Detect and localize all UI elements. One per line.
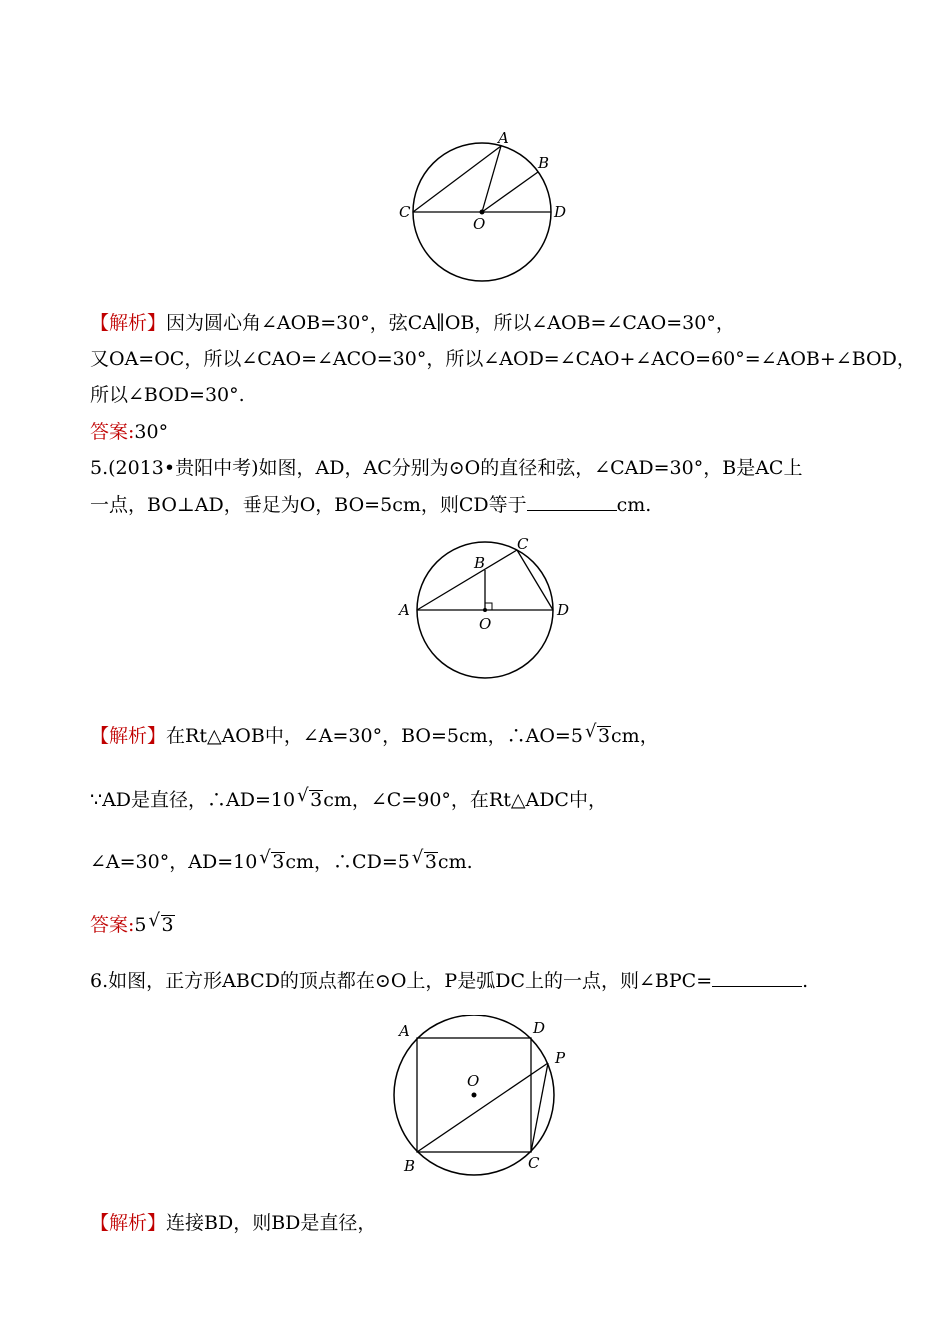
answer-blank[interactable]	[527, 492, 617, 511]
label-c: C	[517, 535, 529, 553]
solution-4-line-2: 又OA=OC，所以∠CAO=∠ACO=30°，所以∠AOD=∠CAO+∠ACO=60°=∠AOB+∠BOD，	[90, 348, 916, 370]
answer-5: 答案:5√ 3	[90, 913, 175, 937]
solution-4-line-1: 【解析】因为圆心角∠AOB=30°，弦CA∥OB，所以∠AOB=∠CAO=30°，	[90, 312, 735, 334]
label-b: B	[404, 1157, 416, 1175]
label-b: B	[538, 154, 550, 172]
solution-4-line-3: 所以∠BOD=30°.	[90, 384, 245, 406]
sqrt-3: √ 3	[309, 790, 323, 809]
solution-5-line-1: 【解析】在Rt△AOB中，∠A=30°，BO=5cm，∴AO=5√ 3cm，	[90, 724, 659, 748]
diagonal-bp	[417, 1063, 548, 1152]
solution-6-line-1: 【解析】连接BD，则BD是直径，	[90, 1212, 377, 1234]
question-5-line-1: 5.(2013•贵阳中考)如图，AD，AC分别为⊙O的直径和弦，∠CAD=30°，B是AC上	[90, 457, 803, 479]
solution-5-line-3: ∠A=30°，AD=10√ 3cm，∴CD=5√ 3cm.	[90, 850, 473, 874]
label-d: D	[533, 1019, 546, 1037]
figure-circle-aob	[395, 128, 575, 288]
label-a: A	[498, 129, 509, 147]
label-d: D	[557, 601, 570, 619]
chord-ca	[413, 146, 501, 212]
center-point	[480, 210, 485, 215]
segment-pc	[531, 1063, 548, 1152]
chord-ac	[417, 550, 517, 610]
label-c: C	[399, 203, 411, 221]
sqrt-3: √ 3	[271, 852, 285, 871]
figure-square-in-circle	[390, 1015, 580, 1180]
chord-cd	[517, 550, 553, 610]
solution-5-line-2: ∵AD是直径，∴AD=10√ 3cm，∠C=90°，在Rt△ADC中，	[90, 788, 607, 812]
label-o: O	[479, 615, 492, 633]
label-p: P	[555, 1049, 566, 1067]
label-b: B	[474, 554, 486, 572]
question-5-line-2: 一点，BO⊥AD，垂足为O，BO=5cm，则CD等于 cm.	[90, 494, 652, 516]
center-point	[483, 608, 487, 612]
question-6-line-1: 6.如图，正方形ABCD的顶点都在⊙O上，P是弧DC上的一点，则∠BPC= .	[90, 970, 809, 992]
analysis-tag: 【解析】	[90, 1212, 167, 1234]
figure-circle-ad	[395, 535, 580, 685]
radius-ob	[482, 172, 538, 212]
radius-oa	[482, 146, 501, 212]
label-o: O	[473, 215, 486, 233]
sqrt-3: √ 3	[161, 915, 175, 934]
answer-label: 答案:	[90, 421, 135, 443]
answer-blank[interactable]	[712, 968, 802, 987]
label-a: A	[399, 601, 410, 619]
label-d: D	[554, 203, 567, 221]
answer-4: 答案:30°	[90, 421, 169, 443]
label-c: C	[528, 1154, 540, 1172]
label-o: O	[467, 1072, 480, 1090]
sqrt-3: √ 3	[424, 852, 438, 871]
answer-label: 答案:	[90, 914, 135, 936]
analysis-tag: 【解析】	[90, 312, 167, 334]
center-point	[472, 1093, 477, 1098]
analysis-tag: 【解析】	[90, 725, 167, 747]
label-a: A	[399, 1022, 410, 1040]
sqrt-3: √ 3	[597, 726, 611, 745]
